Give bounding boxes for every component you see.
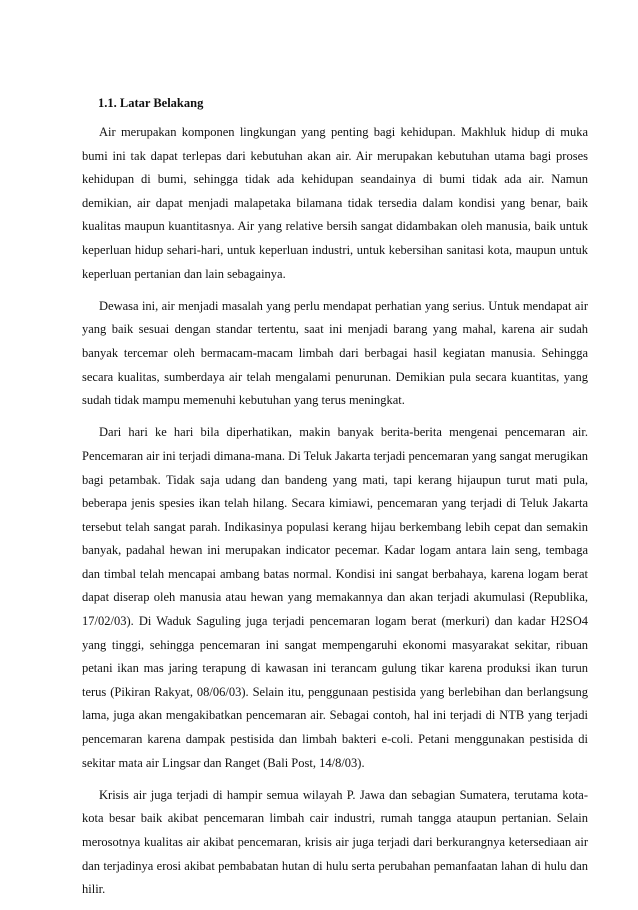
paragraph-4: Krisis air juga terjadi di hampir semua wilayah P. Jawa dan sebagian Sumatera, terutama kota-kota besar baik akibat pencemaran limbah cair industri, rumah tangga ataupun pertanian. Selain merosotnya kualitas air akibat pencemaran, krisis air juga terjadi dari berkurangnya ketersediaan air dan terjadinya erosi akibat pembabatan hutan di hulu serta perubahan pemanfaatan lahan di hulu dan hilir.	[82, 787, 588, 897]
section-heading: 1.1. Latar Belakang	[98, 96, 204, 110]
paragraph-3: Dari hari ke hari bila diperhatikan, makin banyak berita-berita mengenai pencemaran air. Pencemaran air ini terjadi dimana-mana. Di Teluk Jakarta terjadi pencemaran yang sangat merugikan bagi petambak. Tidak saja udang dan bandeng yang mati, tapi kerang hijaupun turut mati pula, beberapa jenis spesies ikan telah hilang. Secara kimiawi, pencemaran yang terjadi di Teluk Jakarta tersebut telah sangat parah. Indikasinya populasi kerang hijau berkembang lebih cepat dan semakin banyak, padahal hewan ini merupakan indicator pecemar. Kadar logam antara lain seng, tembaga dan timbal telah mencapai ambang batas normal. Kondisi ini sangat berbahaya, karena logam berat dapat diserap oleh manusia atau hewan yang memakannya dan akan terjadi akumulasi (Republika, 17/02/03). Di Waduk Saguling juga terjadi pencemaran logam berat (merkuri) dan kadar H2SO4 yang tinggi, sehingga pencemaran ini sangat mempengaruhi ekonomi masyarakat sekitar, ribuan petani ikan mas jaring terapung di kawasan ini terancam gulung tikar karena produksi ikan turun terus (Pikiran Rakyat, 08/06/03). Selain itu, penggunaan pestisida yang berlebihan dan berlangsung lama, juga akan mengakibatkan pencemaran air. Sebagai contoh, hal ini terjadi di NTB yang terjadi pencemaran karena dampak pestisida dan limbah bakteri e-coli. Petani menggunakan pestisida di sekitar mata air Lingsar dan Ranget (Bali Post, 14/8/03).	[82, 425, 588, 770]
paragraph-2: Dewasa ini, air menjadi masalah yang perlu mendapat perhatian yang serius. Untuk mendapat air yang baik sesuai dengan standar tertentu, saat ini menjadi barang yang mahal, karena air sudah banyak tercemar oleh bermacam-macam limbah dari berbagai hasil kegiatan manusia. Sehingga secara kualitas, sumberdaya air telah mengalami penurunan. Demikian pula secara kuantitas, yang sudah tidak mampu memenuhi kebutuhan yang terus meningkat.	[82, 298, 588, 408]
body-text	[82, 121, 588, 910]
paragraph-1: Air merupakan komponen lingkungan yang penting bagi kehidupan. Makhluk hidup di muka bumi ini tak dapat terlepas dari kebutuhan akan air. Air merupakan kebutuhan utama bagi proses kehidupan di bumi, sehingga tidak ada kehidupan seandainya di bumi tidak ada air. Namun demikian, air dapat menjadi malapetaka bilamana tidak tersedia dalam kondisi yang benar, baik kualitas maupun kuantitasnya. Air yang relative bersih sangat didambakan oleh manusia, baik untuk keperluan hidup sehari-hari, untuk keperluan industri, untuk kebersihan sanitasi kota, maupun untuk keperluan pertanian dan lain sebagainya.	[82, 125, 588, 281]
